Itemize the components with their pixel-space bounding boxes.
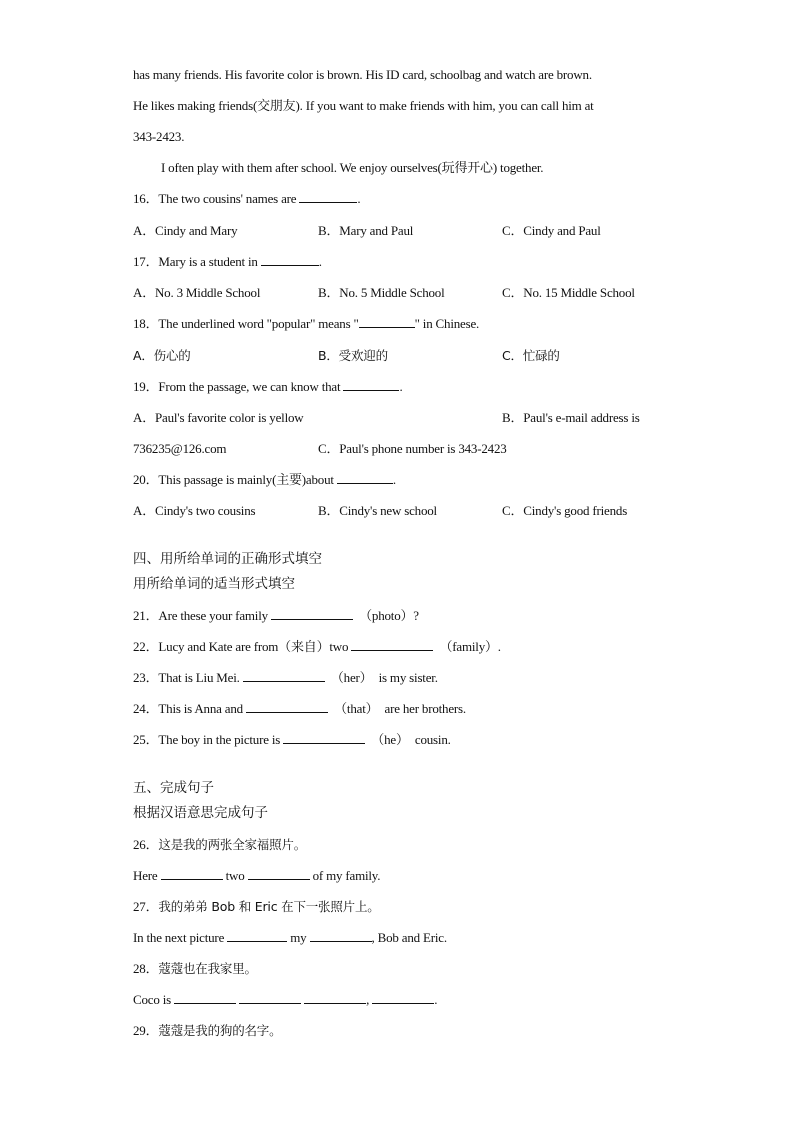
punctuation: . [318,254,322,269]
question-28 [133,960,257,978]
question-26 [133,836,306,854]
option-a[interactable]: A．Cindy's two cousins [133,503,256,518]
option-b[interactable]: B．No. 5 Middle School [318,285,445,300]
question-27 [133,898,380,916]
option-a[interactable]: A．伤心的 [133,348,191,363]
option-b[interactable]: B．Paul's e-mail address is [502,410,640,425]
question-number: 28． [133,961,159,976]
answer-line-27 [133,929,447,947]
question-20 [133,471,396,489]
option-b-continued[interactable]: 736235@126.com [133,441,227,456]
question-24 [133,700,466,718]
question-text: From the passage, we can know that [158,379,341,394]
answer-text: , Bob and Eric. [371,930,447,945]
answer-blank[interactable] [246,700,328,713]
answer-blank[interactable] [299,190,357,203]
question-text: This passage is mainly(主要)about [158,472,334,487]
option-c[interactable]: C．No. 15 Middle School [502,285,635,300]
passage-line: has many friends. His favorite color is brown. His ID card, schoolbag and watch are brown. [133,67,592,82]
answer-blank[interactable] [239,991,301,1004]
question-number: 24． [133,701,159,716]
question-text: Are these your family [158,608,268,623]
question-25 [133,731,451,749]
answer-blank[interactable] [248,867,310,880]
question-17 [133,253,322,271]
answer-blank[interactable] [283,731,365,744]
punctuation: . [392,472,396,487]
word-hint: （family）. [439,639,501,654]
option-a[interactable]: A．No. 3 Middle School [133,285,261,300]
section-subtitle: 根据汉语意思完成句子 [133,805,268,821]
question-21 [133,607,419,625]
passage-line: He likes making friends(交朋友). If you want to make friends with him, you can call him at [133,98,594,113]
question-number: 23． [133,670,159,685]
word-hint: （her） [330,670,373,685]
passage-line: I often play with them after school. We enjoy ourselves(玩得开心) together. [161,160,544,175]
question-text: " in Chinese. [414,316,480,331]
answer-blank[interactable] [271,607,353,620]
answer-blank[interactable] [359,315,415,328]
section-title: 四、用所给单词的正确形式填空 [133,551,322,567]
question-number: 22． [133,639,159,654]
option-c[interactable]: C．忙碌的 [502,348,560,363]
question-number: 27． [133,899,159,914]
passage-line: 343-2423. [133,129,185,144]
answer-blank[interactable] [227,929,287,942]
option-c[interactable]: C．Cindy and Paul [502,223,601,238]
option-b[interactable]: B．Mary and Paul [318,223,414,238]
punctuation: . [357,191,361,206]
answer-blank[interactable] [304,991,366,1004]
answer-text: , [366,992,370,1007]
answer-blank[interactable] [372,991,434,1004]
chinese-prompt: 蔻蔻也在我家里。 [158,961,257,976]
answer-text: Here [133,868,158,883]
question-number: 21． [133,608,159,623]
question-29 [133,1022,281,1040]
answer-blank[interactable] [261,253,319,266]
option-b[interactable]: B．受欢迎的 [318,348,388,363]
answer-text: In the next picture [133,930,225,945]
option-b[interactable]: B．Cindy's new school [318,503,437,518]
answer-blank[interactable] [243,669,325,682]
answer-blank[interactable] [310,929,372,942]
question-text: Mary is a student in [158,254,258,269]
question-number: 25． [133,732,159,747]
answer-line-26 [133,867,380,885]
chinese-prompt: 我的弟弟 Bob 和 Eric 在下一张照片上。 [158,899,380,914]
question-18 [133,315,479,333]
question-number: 18． [133,316,159,331]
option-a[interactable]: A．Paul's favorite color is yellow [133,410,304,425]
word-hint: （that） [334,701,379,716]
question-text: This is Anna and [158,701,243,716]
question-number: 17． [133,254,159,269]
question-number: 16． [133,191,159,206]
question-text: cousin. [414,732,451,747]
answer-line-28 [133,991,437,1009]
answer-blank[interactable] [351,638,433,651]
answer-text: Coco is [133,992,171,1007]
question-text: are her brothers. [384,701,466,716]
answer-blank[interactable] [174,991,236,1004]
punctuation: . [399,379,403,394]
answer-text: my [290,930,307,945]
answer-blank[interactable] [337,471,393,484]
question-text: The boy in the picture is [158,732,281,747]
question-text: is my sister. [378,670,438,685]
answer-blank[interactable] [343,378,399,391]
question-number: 19． [133,379,159,394]
question-23 [133,669,438,687]
question-number: 20． [133,472,159,487]
answer-text: of my family. [312,868,381,883]
chinese-prompt: 这是我的两张全家福照片。 [158,837,307,852]
chinese-prompt: 蔻蔻是我的狗的名字。 [158,1023,282,1038]
question-text: The two cousins' names are [158,191,297,206]
section-subtitle: 用所给单词的适当形式填空 [133,576,295,592]
option-c[interactable]: C．Cindy's good friends [502,503,628,518]
question-number: 29． [133,1023,159,1038]
option-a[interactable]: A．Cindy and Mary [133,223,238,238]
word-hint: （photo）? [359,608,419,623]
answer-text: two [225,868,245,883]
section-title: 五、完成句子 [133,780,214,796]
question-text: That is Liu Mei. [158,670,240,685]
option-c[interactable]: C．Paul's phone number is 343-2423 [318,441,507,456]
question-19 [133,378,403,396]
question-16 [133,190,360,208]
answer-text: . [434,992,438,1007]
answer-blank[interactable] [161,867,223,880]
question-number: 26． [133,837,159,852]
question-text: The underlined word "popular" means " [158,316,359,331]
question-text: Lucy and Kate are from（来自）two [158,639,349,654]
word-hint: （he） [371,732,409,747]
question-22 [133,638,501,656]
